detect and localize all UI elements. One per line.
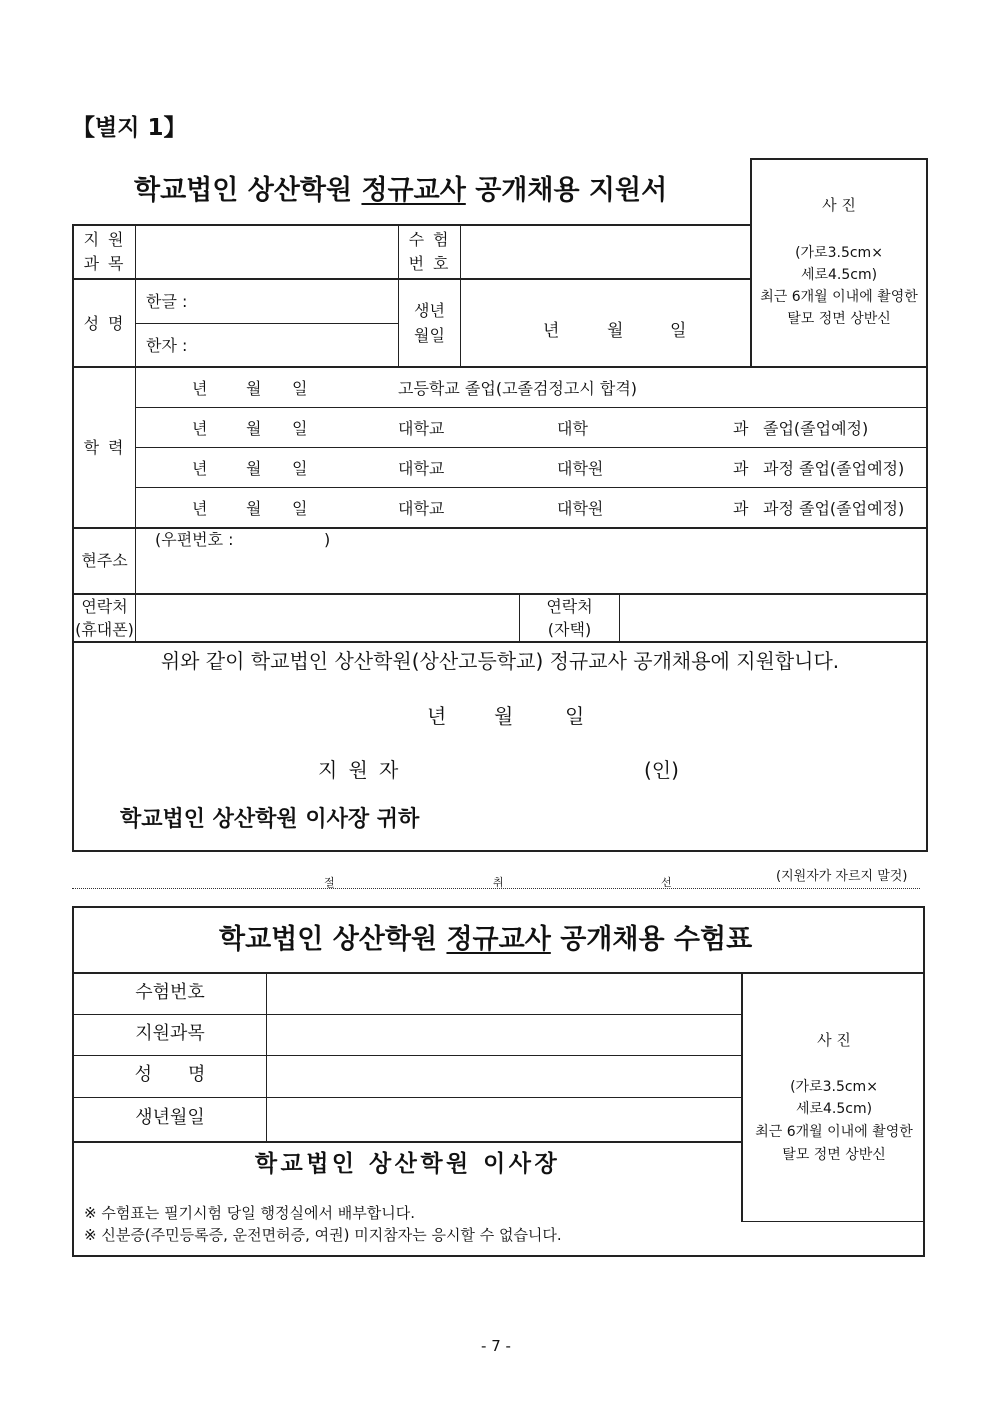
birth-label-2: 월일 [414, 326, 445, 345]
edu-month: 월 [246, 379, 262, 398]
photo-note-line2: 탈모 정면 상반신 [787, 311, 891, 327]
edu-year: 년 [192, 499, 208, 518]
postal-code-label: (우편번호 : [155, 530, 234, 549]
edu-dept: 과 [733, 459, 749, 478]
applicant-label: 지 원 자 [318, 758, 401, 782]
subject-label-2: 과 목 [83, 254, 126, 273]
ticket-subject-field[interactable] [268, 1016, 740, 1054]
address-label: 현주소 [81, 551, 128, 570]
seal-mark: (인) [644, 758, 679, 782]
edu-day: 일 [292, 419, 308, 438]
edu-school: 고등학교 졸업(고졸검정고시 합격) [398, 379, 638, 398]
edu-school: 대학교 [398, 419, 445, 438]
edu-day: 일 [292, 459, 308, 478]
mobile-label-1: 연락처 [81, 597, 128, 616]
exam-no-label-1: 수 험 [408, 230, 451, 249]
photo-size-line2: 세로4.5cm) [800, 267, 878, 283]
birth-month-unit: 월 [607, 321, 624, 341]
edu-day: 일 [292, 499, 308, 518]
edu-year: 년 [192, 379, 208, 398]
edu-dept: 과 [733, 499, 749, 518]
edu-year: 년 [192, 419, 208, 438]
address-field[interactable] [138, 530, 924, 592]
mobile-field[interactable] [138, 596, 518, 640]
appendix-label: 【별지 1】 [72, 115, 187, 141]
ticket-note-2: ※ 신분증(주민등록증, 운전면허증, 여권) 미지참자는 응시할 수 없습니다. [84, 1226, 562, 1244]
birth-year-unit: 년 [543, 321, 560, 341]
ticket-subject-label: 지원과목 [135, 1023, 205, 1044]
ticket-name-label: 성 명 [134, 1064, 206, 1085]
home-phone-field[interactable] [621, 596, 925, 640]
photo-note-line1: 최근 6개월 이내에 촬영한 [760, 289, 918, 305]
edu-month: 월 [246, 419, 262, 438]
name-label: 성 명 [83, 314, 126, 333]
edu-status: 과정 졸업(졸업예정) [763, 499, 905, 518]
edu-month: 월 [246, 499, 262, 518]
declaration-year-unit: 년 [427, 704, 447, 728]
photo-label: 사 진 [822, 196, 856, 214]
ticket-exam-no-label: 수험번호 [135, 982, 205, 1003]
edu-year: 년 [192, 459, 208, 478]
declaration-text: 위와 같이 학교법인 상산학원(상산고등학교) 정규교사 공개채용에 지원합니다. [160, 649, 840, 673]
application-title: 학교법인 상산학원 정규교사 공개채용 지원서 [134, 175, 668, 206]
exam-no-label-2: 번 호 [408, 254, 451, 273]
photo-box [750, 158, 928, 368]
ticket-note-1: ※ 수험표는 필기시험 당일 행정실에서 배부합니다. [84, 1204, 415, 1222]
ticket-photo-note-line2: 탈모 정면 상반신 [782, 1147, 886, 1163]
cut-char-2: 취 [493, 876, 504, 889]
subject-field[interactable] [137, 227, 397, 277]
ticket-title: 학교법인 상산학원 정규교사 공개채용 수험표 [219, 924, 753, 955]
page-number: - 7 - [481, 1337, 511, 1355]
cut-char-3: 선 [661, 876, 672, 889]
ticket-photo-size-line1: (가로3.5cm× [790, 1079, 878, 1095]
declaration-day-unit: 일 [565, 704, 585, 728]
subject-label-1: 지 원 [83, 230, 126, 249]
edu-college: 대학 [557, 419, 588, 438]
ticket-issuer: 학교법인 상산학원 이사장 [254, 1151, 561, 1177]
ticket-name-field[interactable] [268, 1057, 740, 1096]
education-label: 학 력 [83, 438, 126, 457]
home-label-1: 연락처 [546, 597, 593, 616]
hanja-label: 한자 : [146, 336, 188, 355]
birth-day-unit: 일 [670, 321, 687, 341]
photo-size-line1: (가로3.5cm× [795, 245, 883, 261]
cut-line-note: (지원자가 자르지 말것) [776, 869, 908, 884]
addressee: 학교법인 상산학원 이사장 귀하 [120, 807, 420, 832]
birth-label-1: 생년 [414, 301, 445, 320]
edu-status: 과정 졸업(졸업예정) [763, 459, 905, 478]
ticket-photo-label: 사 진 [817, 1031, 851, 1049]
ticket-exam-no-field[interactable] [268, 975, 740, 1013]
cut-char-1: 절 [324, 876, 335, 889]
name-hangul-field[interactable] [200, 282, 396, 322]
edu-day: 일 [292, 379, 308, 398]
exam-no-field[interactable] [462, 227, 750, 277]
edu-dept: 과 [733, 419, 749, 438]
ticket-birth-label: 생년월일 [135, 1107, 205, 1128]
home-label-2: (자택) [547, 620, 592, 639]
name-hanja-field[interactable] [200, 326, 396, 366]
birth-date-field[interactable] [462, 281, 750, 365]
ticket-birth-field[interactable] [268, 1099, 740, 1140]
edu-status: 졸업(졸업예정) [763, 419, 869, 438]
applicant-signature-field[interactable] [420, 755, 640, 785]
edu-school: 대학교 [398, 459, 445, 478]
hangul-label: 한글 : [146, 292, 188, 311]
declaration-month-unit: 월 [494, 704, 514, 728]
postal-code-close: ) [324, 530, 331, 549]
mobile-label-2: (휴대폰) [75, 620, 134, 639]
edu-college: 대학원 [557, 459, 604, 478]
ticket-photo-size-line2: 세로4.5cm) [795, 1101, 873, 1117]
edu-college: 대학원 [557, 499, 604, 518]
edu-school: 대학교 [398, 499, 445, 518]
ticket-photo-note-line1: 최근 6개월 이내에 촬영한 [755, 1124, 913, 1140]
edu-month: 월 [246, 459, 262, 478]
